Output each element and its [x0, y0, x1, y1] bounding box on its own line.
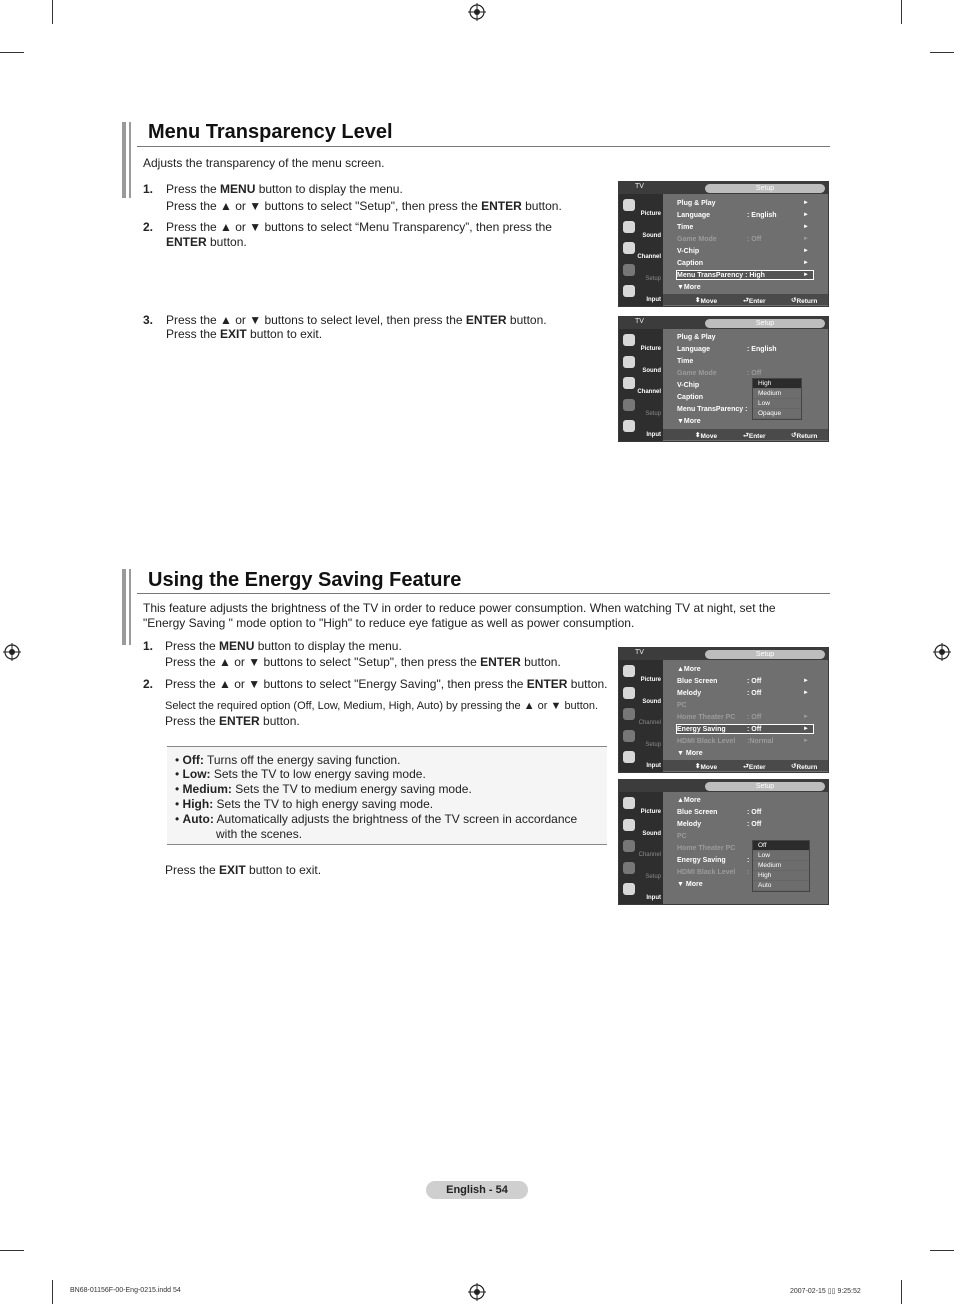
dropdown-option: High: [753, 379, 801, 389]
arrow-right-icon: ►: [803, 260, 809, 266]
menu-tab-setup: Setup: [755, 651, 775, 658]
option-item: • Low: Sets the TV to low energy saving mode.: [175, 767, 426, 781]
menu-row: [677, 357, 823, 366]
input-icon: [623, 883, 635, 895]
option-item: • Medium: Sets the TV to medium energy saving mode.: [175, 782, 472, 796]
sidebar-label: Sound: [642, 830, 661, 837]
menu-footer: [663, 760, 828, 771]
sidebar-item-picture: [619, 795, 663, 816]
menu-row-label: Home Theater PC: [677, 845, 736, 852]
menu-row-label: ▼More: [677, 284, 701, 291]
crop-mark: [901, 0, 902, 24]
step-number: 1.: [143, 639, 154, 653]
menu-row-label: Menu TransParency :: [677, 406, 748, 413]
menu-sidebar: [619, 792, 663, 904]
section-title: Using the Energy Saving Feature: [148, 569, 462, 591]
menu-row-value: :Normal: [747, 738, 774, 745]
menu-row-value: : Off: [747, 236, 762, 243]
menu-row: [677, 713, 823, 722]
dropdown-option: Opaque: [753, 409, 801, 419]
menu-tv-label: TV: [635, 649, 644, 656]
menu-row-label: PC: [677, 833, 687, 840]
sidebar-item-channel: [619, 240, 663, 261]
sidebar-item-channel: [619, 706, 663, 727]
menu-row-label: Language: [677, 212, 711, 219]
dropdown-option: Low: [753, 851, 809, 861]
arrow-right-icon: ►: [803, 714, 809, 720]
menu-row-label: Melody: [677, 821, 702, 828]
crop-mark: [930, 52, 954, 53]
tv-menu-screenshot: [618, 316, 829, 442]
step-text: Press the MENU button to display the menu.: [166, 182, 403, 196]
arrow-right-icon: ►: [803, 236, 809, 242]
menu-row-label: V-Chip: [677, 248, 700, 255]
menu-row-label: HDMI Black Level: [677, 869, 736, 876]
crop-mark: [0, 52, 24, 53]
arrow-right-icon: ►: [803, 212, 809, 218]
arrow-right-icon: ►: [803, 272, 809, 278]
menu-row: [677, 283, 823, 292]
step-number: 3.: [143, 313, 154, 327]
input-icon: [623, 285, 635, 297]
footer-enter: ⮐ Enter: [743, 432, 766, 440]
sidebar-item-setup: [619, 860, 663, 881]
sidebar-label: Sound: [642, 232, 661, 239]
menu-row: [677, 199, 823, 208]
section-bar: [122, 122, 126, 198]
menu-dropdown: [752, 378, 802, 420]
arrow-right-icon: ►: [803, 738, 809, 744]
sidebar-label: Sound: [642, 698, 661, 705]
arrow-right-icon: ►: [803, 690, 809, 696]
menu-tab-setup: Setup: [755, 320, 775, 327]
sidebar-label: Sound: [642, 367, 661, 374]
menu-row-value: : Off: [747, 809, 762, 816]
sidebar-label: Setup: [645, 410, 661, 417]
menu-row: [677, 796, 823, 805]
menu-row-value: : Off: [747, 821, 762, 828]
menu-row-label: Energy Saving: [677, 726, 726, 733]
footer-move: ⬍ Move: [695, 763, 718, 771]
menu-row: [677, 701, 823, 710]
menu-footer: [663, 429, 828, 440]
setup-icon: [623, 730, 635, 742]
menu-row-value: : Off: [747, 714, 762, 721]
arrow-right-icon: ►: [803, 224, 809, 230]
sound-icon: [623, 356, 635, 368]
crop-mark: [52, 1280, 53, 1304]
sound-icon: [623, 819, 635, 831]
sidebar-item-channel: [619, 838, 663, 859]
section-bar: [122, 569, 126, 645]
menu-row-value: : Off: [747, 678, 762, 685]
menu-row: [677, 677, 823, 686]
tv-menu-screenshot: [618, 779, 829, 905]
step-number: 2.: [143, 677, 154, 691]
section-bar: [129, 122, 131, 198]
menu-row-label: ▲More: [677, 797, 701, 804]
registration-mark-icon: [468, 1283, 486, 1301]
menu-row-label: ▼ More: [677, 881, 703, 888]
menu-row-label: Plug & Play: [677, 334, 716, 341]
sidebar-label: Channel: [637, 389, 661, 395]
channel-icon: [623, 377, 635, 389]
channel-icon: [623, 708, 635, 720]
menu-row-value: : Off: [747, 726, 762, 733]
channel-icon: [623, 840, 635, 852]
footer-move: ⬍ Move: [695, 432, 718, 440]
menu-row-label: ▼More: [677, 418, 701, 425]
menu-tv-label: TV: [635, 183, 644, 190]
menu-row: [677, 808, 823, 817]
arrow-right-icon: ►: [803, 248, 809, 254]
sidebar-label: Picture: [640, 809, 661, 815]
menu-tab-setup: Setup: [755, 783, 775, 790]
sidebar-item-sound: [619, 219, 663, 240]
menu-row-label: ▼ More: [677, 750, 703, 757]
menu-tv-label: TV: [635, 318, 644, 325]
registration-mark-icon: [933, 643, 951, 661]
menu-row-label: Blue Screen: [677, 678, 718, 685]
setup-icon: [623, 399, 635, 411]
picture-icon: [623, 665, 635, 677]
sidebar-item-picture: [619, 663, 663, 684]
sidebar-label: Picture: [640, 346, 661, 352]
menu-row: [677, 820, 823, 829]
menu-row-label: ▲More: [677, 666, 701, 673]
step-subtext: Press the ENTER button.: [165, 714, 300, 728]
input-icon: [623, 420, 635, 432]
menu-row: [677, 235, 823, 244]
option-item: • High: Sets the TV to high energy saving mode.: [175, 797, 434, 811]
setup-icon: [623, 862, 635, 874]
menu-row-label: Time: [677, 224, 694, 231]
menu-row: [677, 271, 823, 280]
menu-row-label: Language: [677, 346, 711, 353]
menu-row-label: Energy Saving: [677, 857, 726, 864]
footer-file: BN68-01156F-00-Eng-0215.indd 54: [70, 1287, 181, 1294]
menu-row-label: Caption: [677, 260, 704, 267]
menu-row-label: Menu TransParency : High: [677, 272, 765, 279]
menu-dropdown: [752, 840, 810, 892]
dropdown-option: Medium: [753, 389, 801, 399]
menu-sidebar: [619, 194, 663, 306]
sidebar-label: Input: [646, 297, 661, 303]
sidebar-item-sound: [619, 817, 663, 838]
menu-row: [677, 689, 823, 698]
sound-icon: [623, 687, 635, 699]
menu-row: [677, 725, 823, 734]
menu-row-label: Game Mode: [677, 370, 717, 377]
step-text: Press the ▲ or ▼ buttons to select “Menu Transparency”, then press the ENTER button.: [166, 220, 552, 249]
menu-row: [677, 259, 823, 268]
section-bar: [129, 569, 131, 645]
step-text: Press the ▲ or ▼ buttons to select "Setup", then press the ENTER button.: [165, 655, 561, 669]
channel-icon: [623, 242, 635, 254]
sidebar-item-sound: [619, 354, 663, 375]
option-item: • Auto: Automatically adjusts the brightness of the TV screen in accordance: [175, 812, 578, 826]
picture-icon: [623, 797, 635, 809]
menu-row-label: V-Chip: [677, 382, 700, 389]
section-intro: This feature adjusts the brightness of the TV in order to reduce power consumption. When watching TV at night, set the: [143, 601, 776, 615]
page-number: English - 54: [446, 1184, 508, 1196]
sidebar-label: Setup: [645, 275, 661, 282]
sidebar-label: Channel: [638, 852, 661, 858]
option-item-cont: with the scenes.: [216, 827, 303, 841]
menu-tab-setup: Setup: [755, 185, 775, 192]
step-number: 1.: [143, 182, 154, 196]
footer-enter: ⮐ Enter: [743, 297, 766, 305]
picture-icon: [623, 199, 635, 211]
menu-row-value: : English: [747, 212, 777, 219]
section-intro: Adjusts the transparency of the menu screen.: [143, 156, 385, 170]
footer-return: ↺ Return: [791, 763, 818, 771]
footer-return: ↺ Return: [791, 297, 818, 305]
setup-icon: [623, 264, 635, 276]
menu-row: [677, 223, 823, 232]
sidebar-item-picture: [619, 197, 663, 218]
crop-mark: [52, 0, 53, 24]
step-text: Press the ▲ or ▼ buttons to select "Setup", then press the ENTER button.: [166, 199, 562, 213]
section-intro: "Energy Saving " mode option to "High" to reduce eye fatigue as well as power consumption.: [143, 616, 635, 630]
menu-sidebar: [619, 660, 663, 772]
menu-row-value: : English: [747, 346, 777, 353]
menu-row-label: Blue Screen: [677, 809, 718, 816]
title-rule: [137, 146, 830, 147]
footer-return: ↺ Return: [791, 432, 818, 440]
menu-row-label: Melody: [677, 690, 702, 697]
sidebar-label: Input: [646, 763, 661, 769]
menu-row: [677, 665, 823, 674]
menu-row-value: :: [747, 857, 750, 864]
step-subtext: Select the required option (Off, Low, Medium, High, Auto) by pressing the ▲ or ▼ button.: [165, 700, 599, 712]
dropdown-option: Medium: [753, 861, 809, 871]
menu-row: [677, 247, 823, 256]
dropdown-option: Off: [753, 841, 809, 851]
tv-menu-screenshot: [618, 181, 829, 307]
sidebar-label: Channel: [637, 254, 661, 260]
sidebar-label: Input: [646, 432, 661, 438]
sidebar-label: Channel: [638, 720, 661, 726]
footer-move: ⬍ Move: [695, 297, 718, 305]
arrow-right-icon: ►: [803, 726, 809, 732]
sidebar-item-setup: [619, 262, 663, 283]
menu-row: [677, 369, 823, 378]
menu-row: [677, 333, 823, 342]
menu-row-label: HDMI Black Level: [677, 738, 736, 745]
menu-row: [677, 737, 823, 746]
sidebar-item-input: [619, 418, 663, 439]
picture-icon: [623, 334, 635, 346]
sidebar-item-picture: [619, 332, 663, 353]
menu-row-value: : Off: [747, 690, 762, 697]
menu-row-label: Home Theater PC: [677, 714, 736, 721]
menu-row-value: : Off: [747, 370, 762, 377]
sidebar-label: Input: [646, 895, 661, 901]
menu-row-value: :: [747, 869, 750, 876]
section-title: Menu Transparency Level: [148, 121, 393, 143]
sidebar-label: Setup: [645, 873, 661, 880]
sidebar-label: Picture: [640, 211, 661, 217]
sidebar-item-setup: [619, 397, 663, 418]
menu-row-label: PC: [677, 702, 687, 709]
menu-row-label: Caption: [677, 394, 704, 401]
dropdown-option: Auto: [753, 881, 809, 891]
crop-mark: [901, 1280, 902, 1304]
menu-row-label: Time: [677, 358, 694, 365]
registration-mark-icon: [468, 3, 486, 21]
crop-mark: [0, 1250, 24, 1251]
footer-date: 2007-02-15 ▯▯ 9:25:52: [790, 1288, 861, 1295]
menu-row: [677, 211, 823, 220]
arrow-right-icon: ►: [803, 200, 809, 206]
step-text: Press the ▲ or ▼ buttons to select "Energy Saving", then press the ENTER button.: [165, 677, 608, 691]
step-text: Press the EXIT button to exit.: [166, 327, 323, 341]
options-box: [167, 746, 607, 845]
crop-mark: [930, 1250, 954, 1251]
sidebar-item-input: [619, 283, 663, 304]
sidebar-item-input: [619, 881, 663, 902]
menu-row: [677, 345, 823, 354]
tv-menu-screenshot: [618, 647, 829, 773]
step-number: 2.: [143, 220, 154, 234]
sidebar-item-setup: [619, 728, 663, 749]
step-text: Press the MENU button to display the menu.: [165, 639, 402, 653]
menu-row-label: Game Mode: [677, 236, 717, 243]
option-item: • Off: Turns off the energy saving function.: [175, 753, 401, 767]
registration-mark-icon: [3, 643, 21, 661]
input-icon: [623, 751, 635, 763]
menu-footer: [663, 294, 828, 305]
sidebar-label: Picture: [640, 677, 661, 683]
sound-icon: [623, 221, 635, 233]
title-rule: [137, 593, 830, 594]
dropdown-option: High: [753, 871, 809, 881]
arrow-right-icon: ►: [803, 678, 809, 684]
menu-row-label: Plug & Play: [677, 200, 716, 207]
dropdown-option: Low: [753, 399, 801, 409]
footer-enter: ⮐ Enter: [743, 763, 766, 771]
menu-sidebar: [619, 329, 663, 441]
sidebar-item-input: [619, 749, 663, 770]
sidebar-label: Setup: [645, 741, 661, 748]
step-text: Press the ▲ or ▼ buttons to select level, then press the ENTER button.: [166, 313, 547, 327]
menu-row: [677, 749, 823, 758]
sidebar-item-sound: [619, 685, 663, 706]
exit-step: Press the EXIT button to exit.: [165, 863, 322, 877]
sidebar-item-channel: [619, 375, 663, 396]
